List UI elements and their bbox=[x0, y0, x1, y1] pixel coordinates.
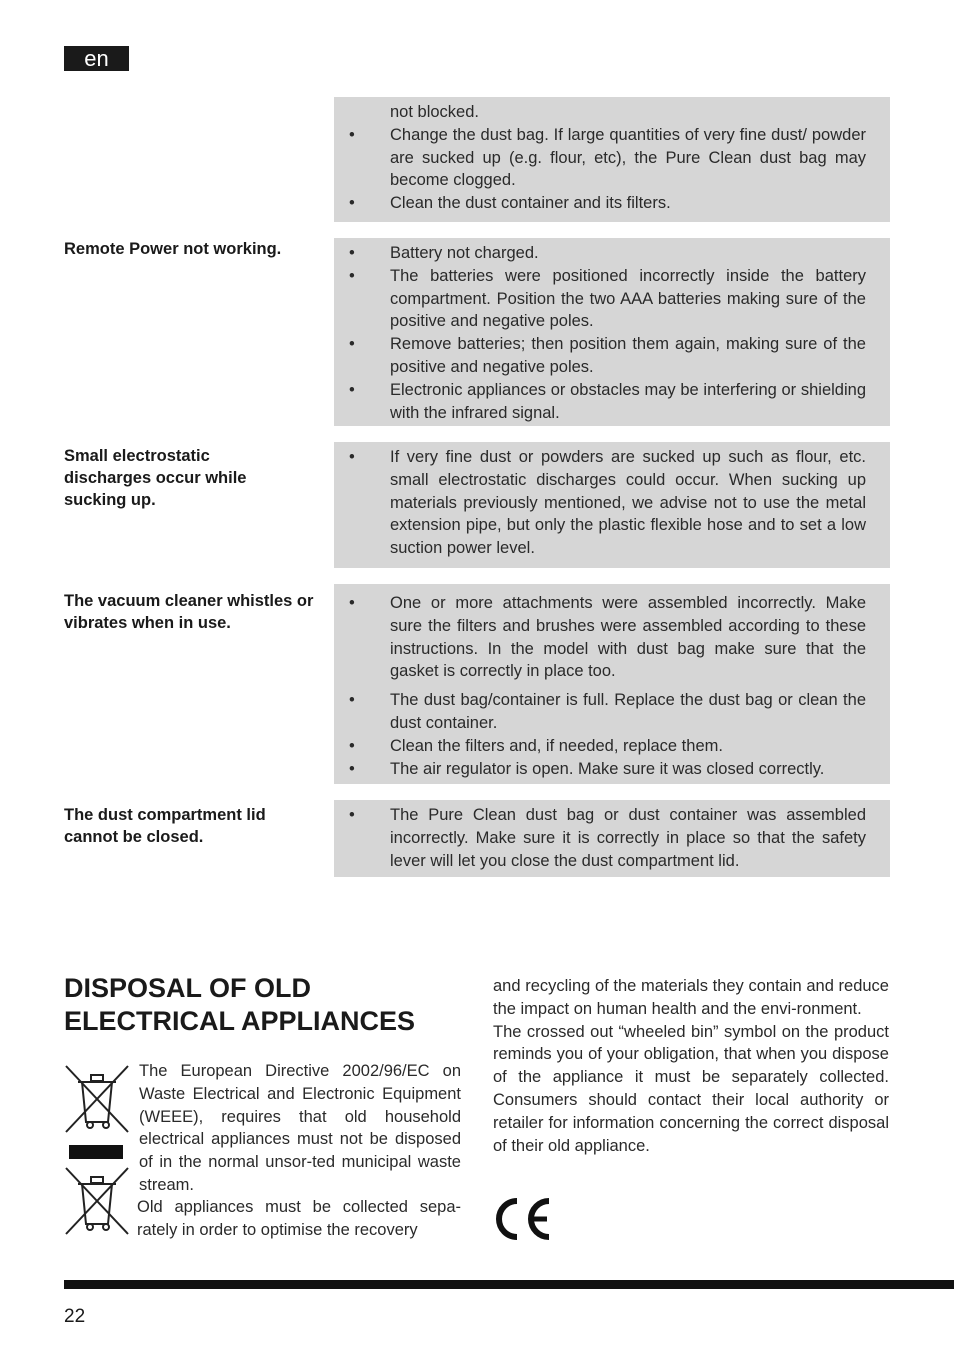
causes-box bbox=[334, 584, 890, 784]
disposal-paragraph: The European Directive 2002/96/EC on Waste Electrical and Electronic Equipment (WEEE), requires that old household electrical appliances must not be disposed of in the normal unsor-ted municipal waste stream. bbox=[139, 1062, 461, 1194]
problem-label: Small electrostatic discharges occur while sucking up. bbox=[64, 447, 247, 509]
cause-item: • Clean the dust container and its filters. bbox=[390, 192, 866, 215]
cause-item: • One or more attachments were assembled incorrectly. Make sure the filters and brushes were assembled according to these instructions. In the model with dust bag make sure that the gasket is correctly in place too. bbox=[390, 592, 866, 683]
problem-label: The dust compartment lid cannot be closed. bbox=[64, 806, 266, 846]
causes-box bbox=[334, 800, 890, 877]
bin-underline-bar bbox=[69, 1145, 123, 1159]
disposal-paragraph: Old appliances must be collected sepa-rately in order to optimise the recovery bbox=[137, 1198, 461, 1239]
cause-item: • Electronic appliances or obstacles may be interfering or shielding with the infrared signal. bbox=[390, 379, 866, 425]
crossed-bin-icon bbox=[64, 1064, 130, 1134]
cause-item: • The dust bag/container is full. Replace the dust bag or clean the dust container. bbox=[390, 689, 866, 735]
causes-list bbox=[390, 804, 866, 872]
causes-list bbox=[390, 446, 866, 560]
disposal-paragraph: and recycling of the materials they contain and reduce the impact on human health and the envi-ronment. bbox=[493, 977, 889, 1018]
disposal-title: DISPOSAL OF OLD ELECTRICAL APPLIANCES bbox=[64, 973, 416, 1036]
cause-item: • The air regulator is open. Make sure it was closed correctly. bbox=[390, 758, 866, 781]
cause-item: not blocked. bbox=[390, 103, 479, 121]
causes-list bbox=[390, 592, 866, 780]
problem-label: The vacuum cleaner whistles or vibrates when in use. bbox=[64, 592, 314, 632]
causes-box bbox=[334, 442, 890, 568]
cause-item: • Battery not charged. bbox=[390, 242, 866, 265]
language-tab: en bbox=[64, 46, 129, 71]
disposal-paragraph: The crossed out “wheeled bin” symbol on the product reminds you of your obligation, that when you dispose of the appliance it must be separately collected. Consumers should contact their local authority or retailer for information concerning the correct disposal of their old appliance. bbox=[493, 1022, 889, 1155]
ce-mark-icon bbox=[493, 1196, 553, 1242]
footer-rule bbox=[64, 1280, 954, 1289]
cause-item: • Clean the filters and, if needed, replace them. bbox=[390, 735, 866, 758]
causes-box bbox=[334, 97, 890, 222]
cause-item: • The Pure Clean dust bag or dust container was assembled incorrectly. Make sure it is correctly in place so that the safety lever will let you close the dust compartment lid. bbox=[390, 804, 866, 872]
page-number: 22 bbox=[64, 1306, 86, 1327]
cause-item: • Remove batteries; then position them again, making sure of the positive and negative poles. bbox=[390, 333, 866, 379]
problem-label: Remote Power not working. bbox=[64, 240, 282, 258]
causes-list bbox=[390, 242, 866, 424]
crossed-bin-icon bbox=[64, 1166, 130, 1236]
cause-item: • Change the dust bag. If large quantities of very fine dust/ powder are sucked up (e.g. flour, etc), the Pure Clean dust bag may become clogged. bbox=[390, 124, 866, 192]
cause-item: • The batteries were positioned incorrectly inside the battery compartment. Position the two AAA batteries making sure of the positive and negative poles. bbox=[390, 265, 866, 333]
disposal-right-column bbox=[493, 975, 889, 1157]
causes-box bbox=[334, 238, 890, 426]
causes-list bbox=[390, 101, 866, 215]
cause-item: • If very fine dust or powders are sucked up such as flour, etc. small electrostatic discharges could occur. When sucking up materials previously mentioned, we advise not to use the metal extension pipe, but only the plastic flexible hose and to set a low suction power level. bbox=[390, 446, 866, 560]
